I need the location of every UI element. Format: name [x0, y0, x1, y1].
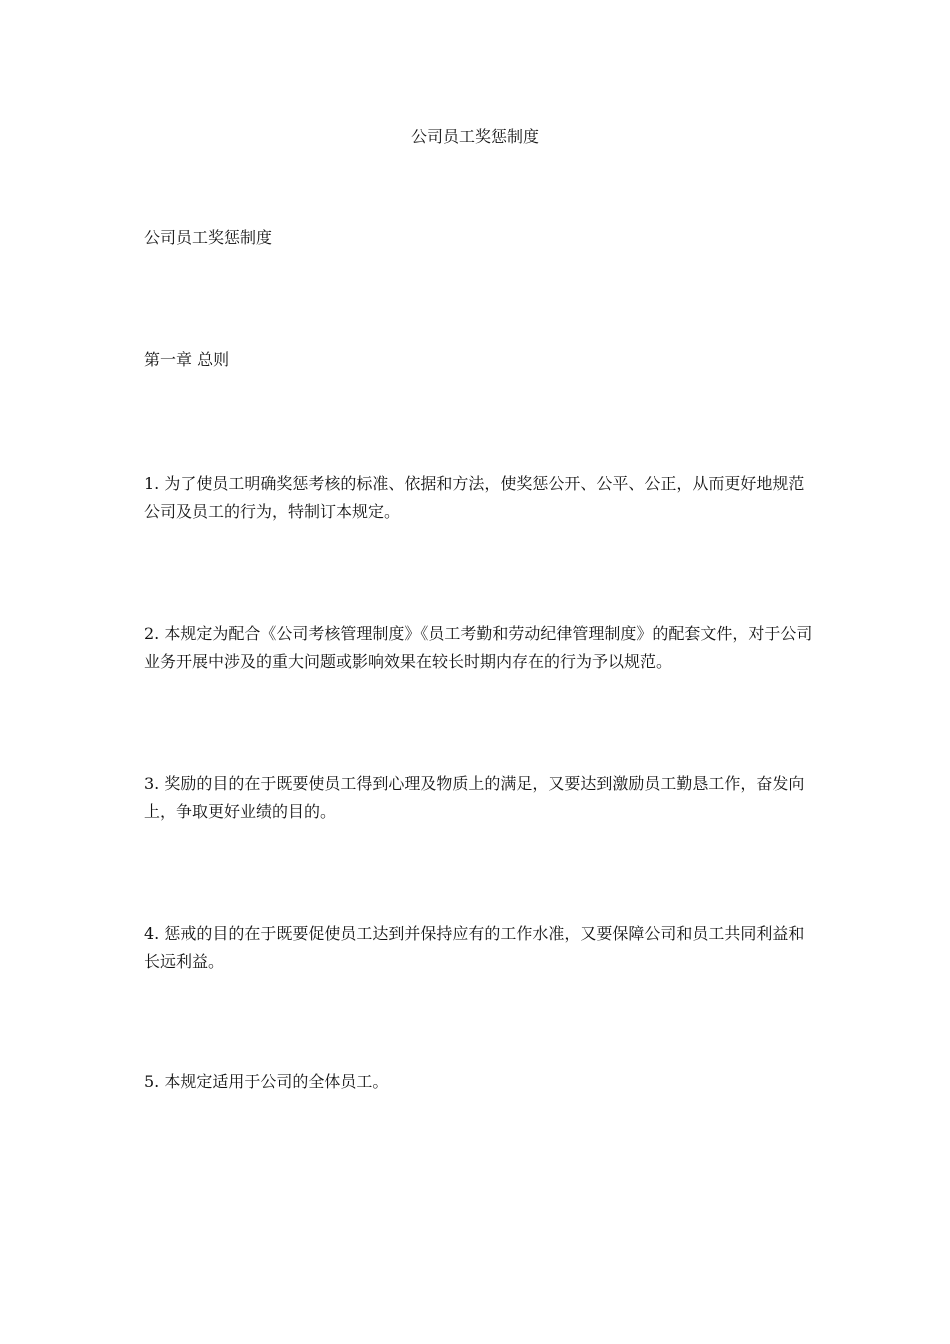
paragraph-1: 1. 为了使员工明确奖惩考核的标准、依据和方法，使奖惩公开、公平、公正，从而更好地规范公司及员工的行为，特制订本规定。: [144, 474, 805, 521]
document-title: 公司员工奖惩制度: [410, 127, 539, 146]
chapter-heading: 第一章 总则: [144, 350, 230, 369]
paragraph-2: 2. 本规定为配合《公司考核管理制度》《员工考勤和劳动纪律管理制度》的配套文件，对于公司业务开展中涉及的重大问题或影响效果在较长时期内存在的行为予以规范。: [144, 624, 813, 671]
paragraph-4: 4. 惩戒的目的在于既要促使员工达到并保持应有的工作水准，又要保障公司和员工共同利益和长远利益。: [144, 924, 805, 971]
paragraph-3: 3. 奖励的目的在于既要使员工得到心理及物质上的满足，又要达到激励员工勤恳工作，奋发向上，争取更好业绩的目的。: [144, 774, 805, 821]
document-subtitle: 公司员工奖惩制度: [144, 228, 273, 247]
paragraph-5: 5. 本规定适用于公司的全体员工。: [144, 1072, 389, 1091]
